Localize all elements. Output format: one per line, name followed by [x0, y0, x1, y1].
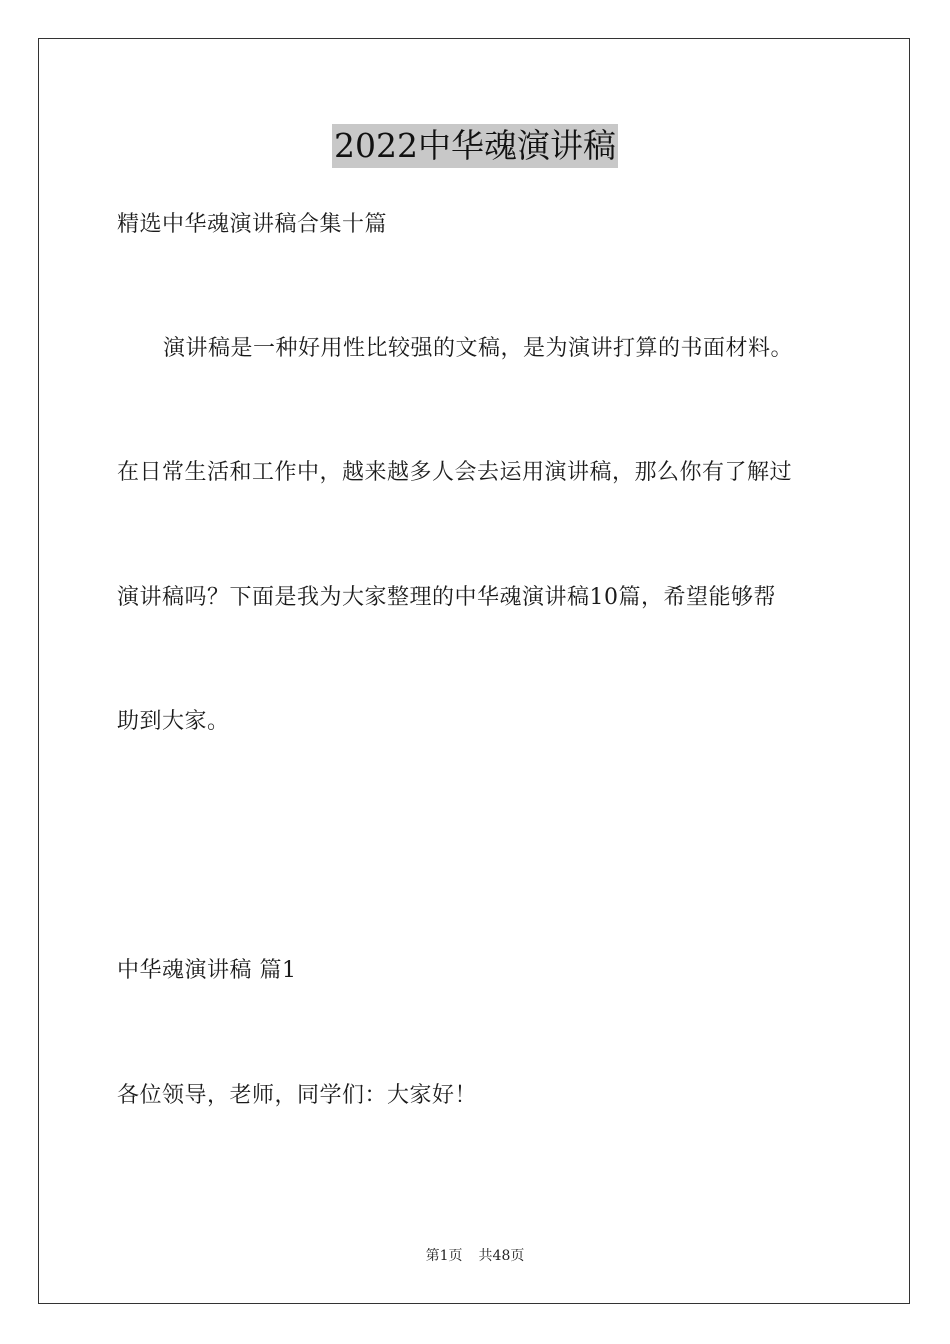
intro-line-3: 演讲稿吗？下面是我为大家整理的中华魂演讲稿10篇，希望能够帮 [117, 585, 776, 610]
page-number: 第1页 [425, 1248, 463, 1264]
intro-line-1: 演讲稿是一种好用性比较强的文稿，是为演讲打算的书面材料。 [163, 336, 794, 361]
greeting-line: 各位领导，老师，同学们：大家好！ [117, 1083, 478, 1108]
page-footer [0, 1247, 950, 1265]
page-total: 共48页 [478, 1248, 525, 1264]
title-container [0, 124, 950, 168]
intro-line-2: 在日常生活和工作中，越来越多人会去运用演讲稿，那么你有了解过 [117, 460, 793, 485]
document-subtitle: 精选中华魂演讲稿合集十篇 [117, 212, 388, 237]
section-heading: 中华魂演讲稿 篇1 [117, 958, 297, 983]
document-title: 2022中华魂演讲稿 [332, 124, 618, 168]
intro-line-4: 助到大家。 [117, 709, 230, 734]
